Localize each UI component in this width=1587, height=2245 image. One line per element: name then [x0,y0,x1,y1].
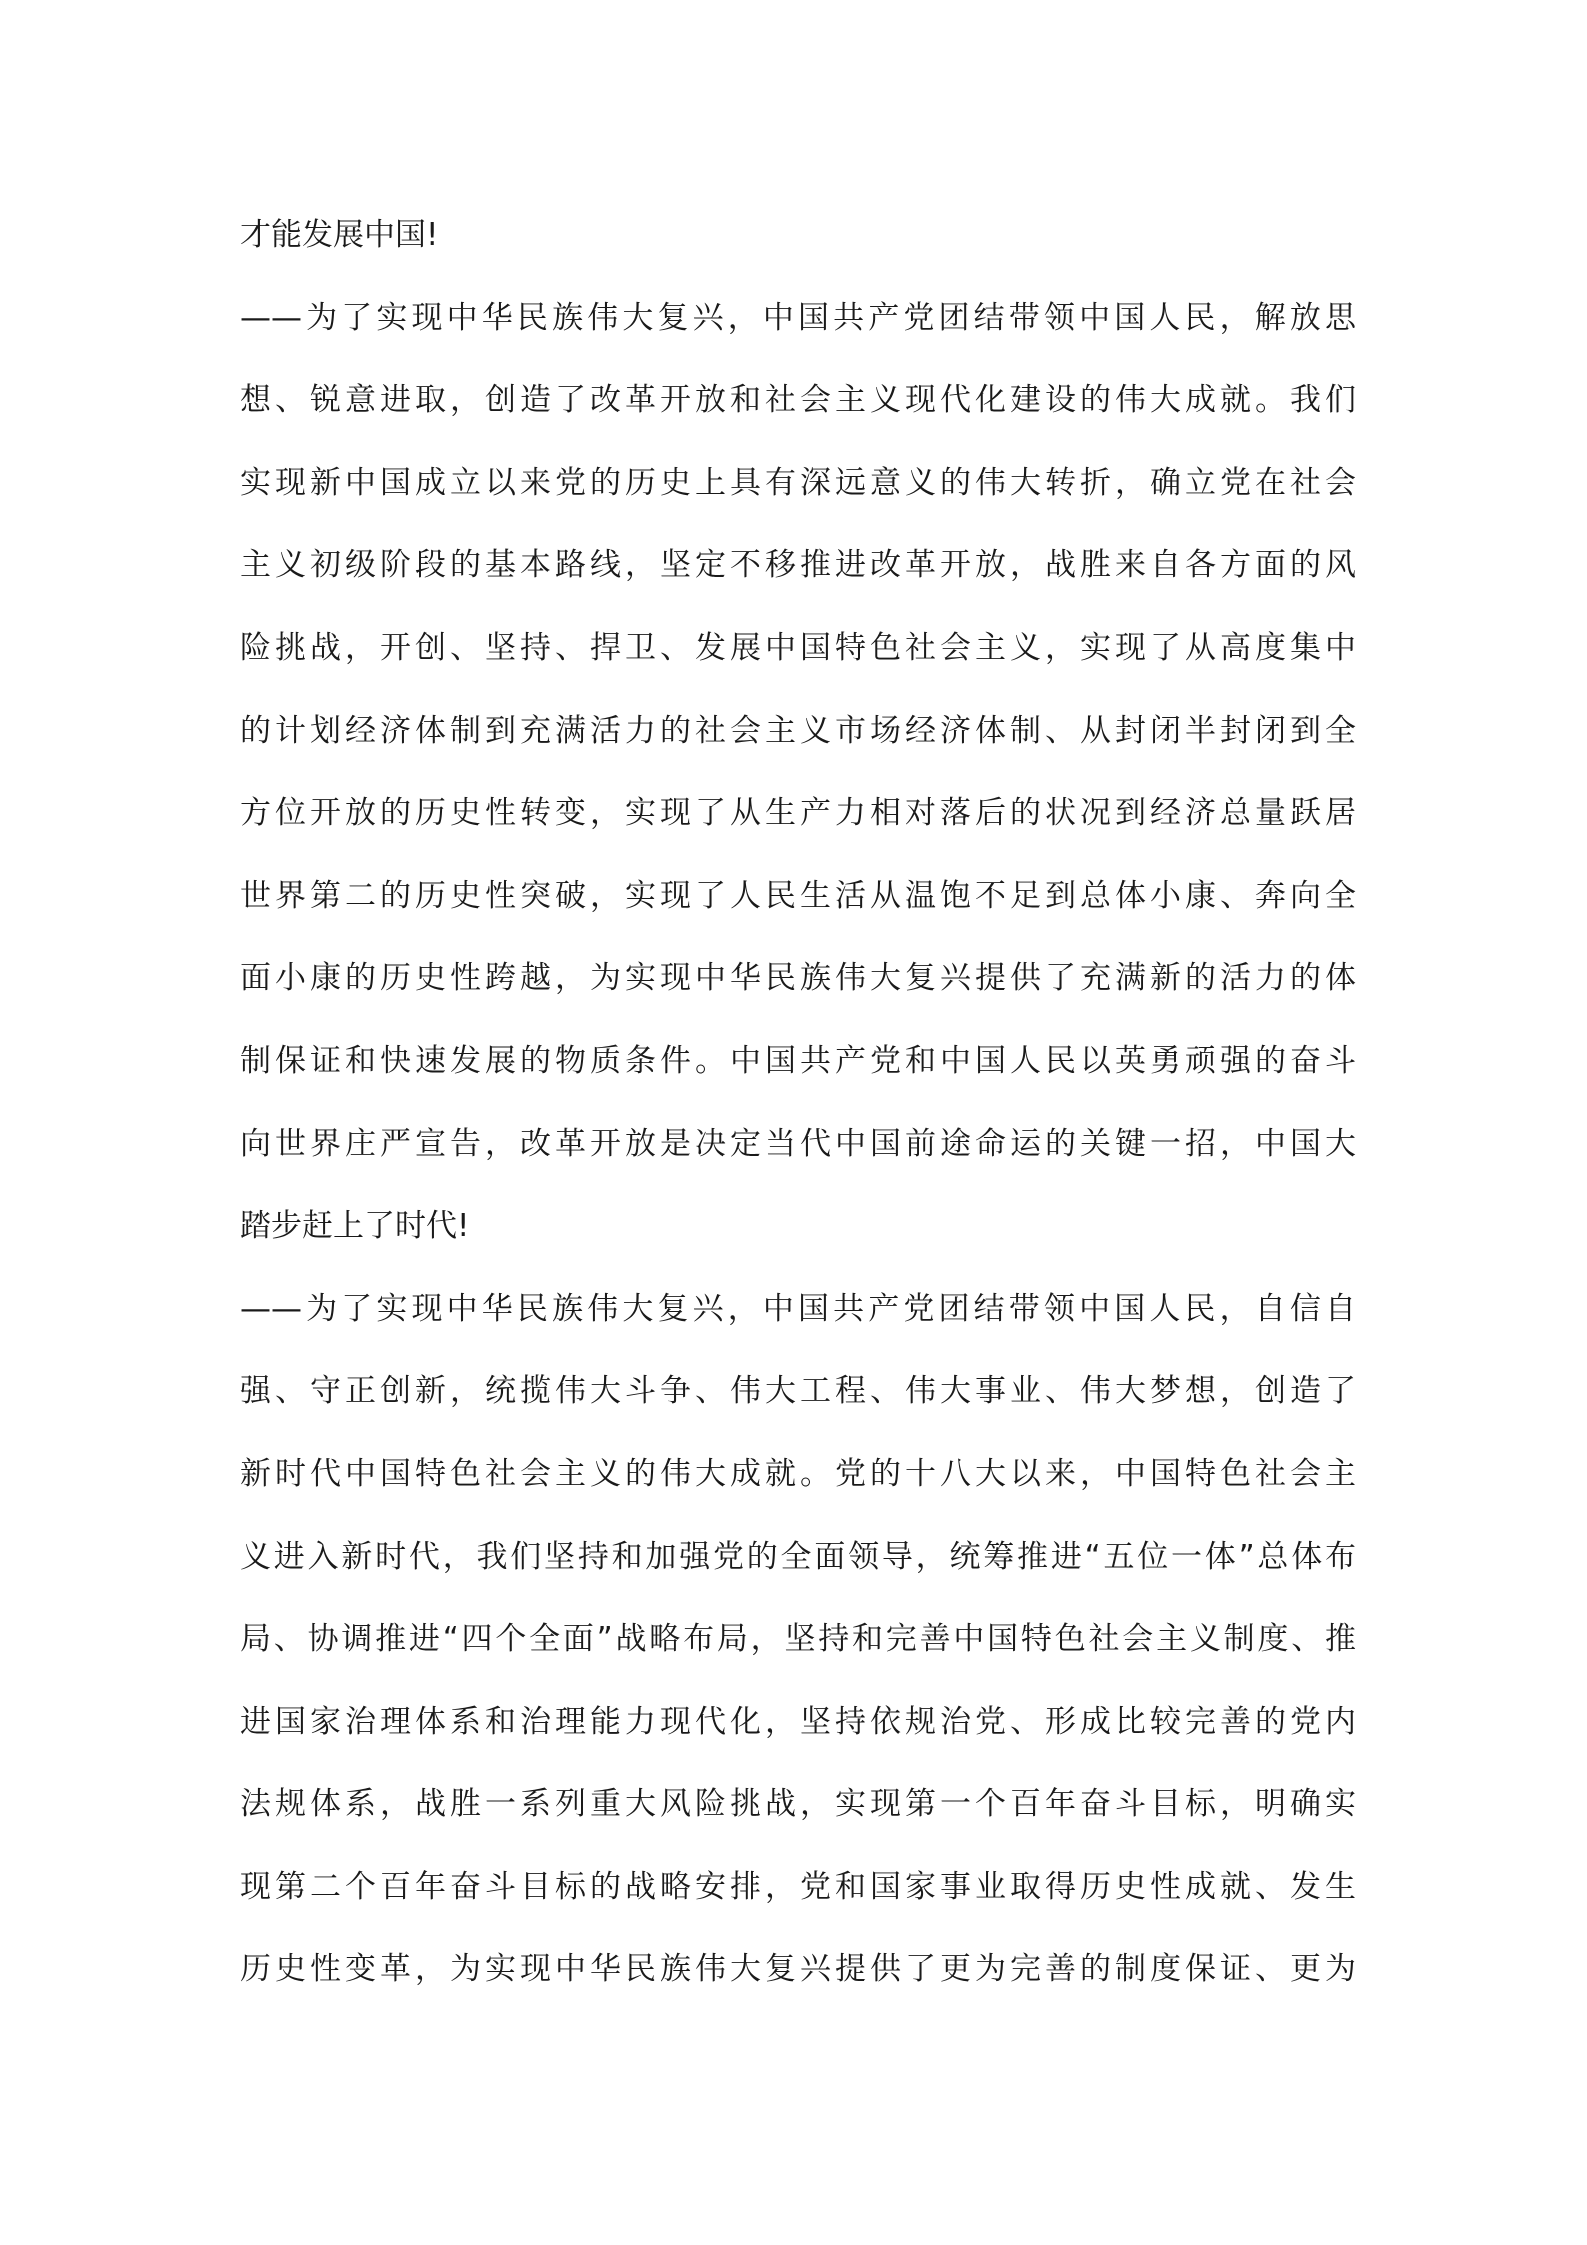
text-line: ——为了实现中华民族伟大复兴，中国共产党团结带领中国人民，解放思 [240,299,1356,336]
text-line: 才能发展中国! [240,217,439,253]
text-line: 局、协调推进“四个全面”战略布局，坚持和完善中国特色社会主义制度、推 [240,1621,1356,1658]
text-line: 进国家治理体系和治理能力现代化，坚持依规治党、形成比较完善的党内 [240,1703,1356,1740]
text-line: 制保证和快速发展的物质条件。中国共产党和中国人民以英勇顽强的奋斗 [240,1042,1356,1079]
text-line: 法规体系，战胜一系列重大风险挑战，实现第一个百年奋斗目标，明确实 [240,1786,1356,1823]
body-text [240,205,1356,2022]
text-line: 世界第二的历史性突破，实现了人民生活从温饱不足到总体小康、奔向全 [240,877,1356,914]
text-line: 想、锐意进取，创造了改革开放和社会主义现代化建设的伟大成就。我们 [240,382,1356,419]
text-line: 方位开放的历史性转变，实现了从生产力相对落后的状况到经济总量跃居 [240,795,1356,832]
text-line: 实现新中国成立以来党的历史上具有深远意义的伟大转折，确立党在社会 [240,464,1356,501]
text-line: 历史性变革，为实现中华民族伟大复兴提供了更为完善的制度保证、更为 [240,1951,1356,1988]
text-line: 主义初级阶段的基本路线，坚定不移推进改革开放，战胜来自各方面的风 [240,547,1356,584]
text-line: 强、守正创新，统揽伟大斗争、伟大工程、伟大事业、伟大梦想，创造了 [240,1373,1356,1410]
text-line: 险挑战，开创、坚持、捍卫、发展中国特色社会主义，实现了从高度集中 [240,629,1356,666]
text-line: 现第二个百年奋斗目标的战略安排，党和国家事业取得历史性成就、发生 [240,1868,1356,1905]
text-line: ——为了实现中华民族伟大复兴，中国共产党团结带领中国人民，自信自 [240,1290,1356,1327]
text-line: 踏步赶上了时代! [240,1208,470,1245]
text-line: 义进入新时代，我们坚持和加强党的全面领导，统筹推进“五位一体”总体布 [240,1538,1356,1575]
text-line: 的计划经济体制到充满活力的社会主义市场经济体制、从封闭半封闭到全 [240,712,1356,749]
text-line: 新时代中国特色社会主义的伟大成就。党的十八大以来，中国特色社会主 [240,1455,1356,1492]
text-line: 面小康的历史性跨越，为实现中华民族伟大复兴提供了充满新的活力的体 [240,960,1356,997]
text-line: 向世界庄严宣告，改革开放是决定当代中国前途命运的关键一招，中国大 [240,1125,1356,1162]
